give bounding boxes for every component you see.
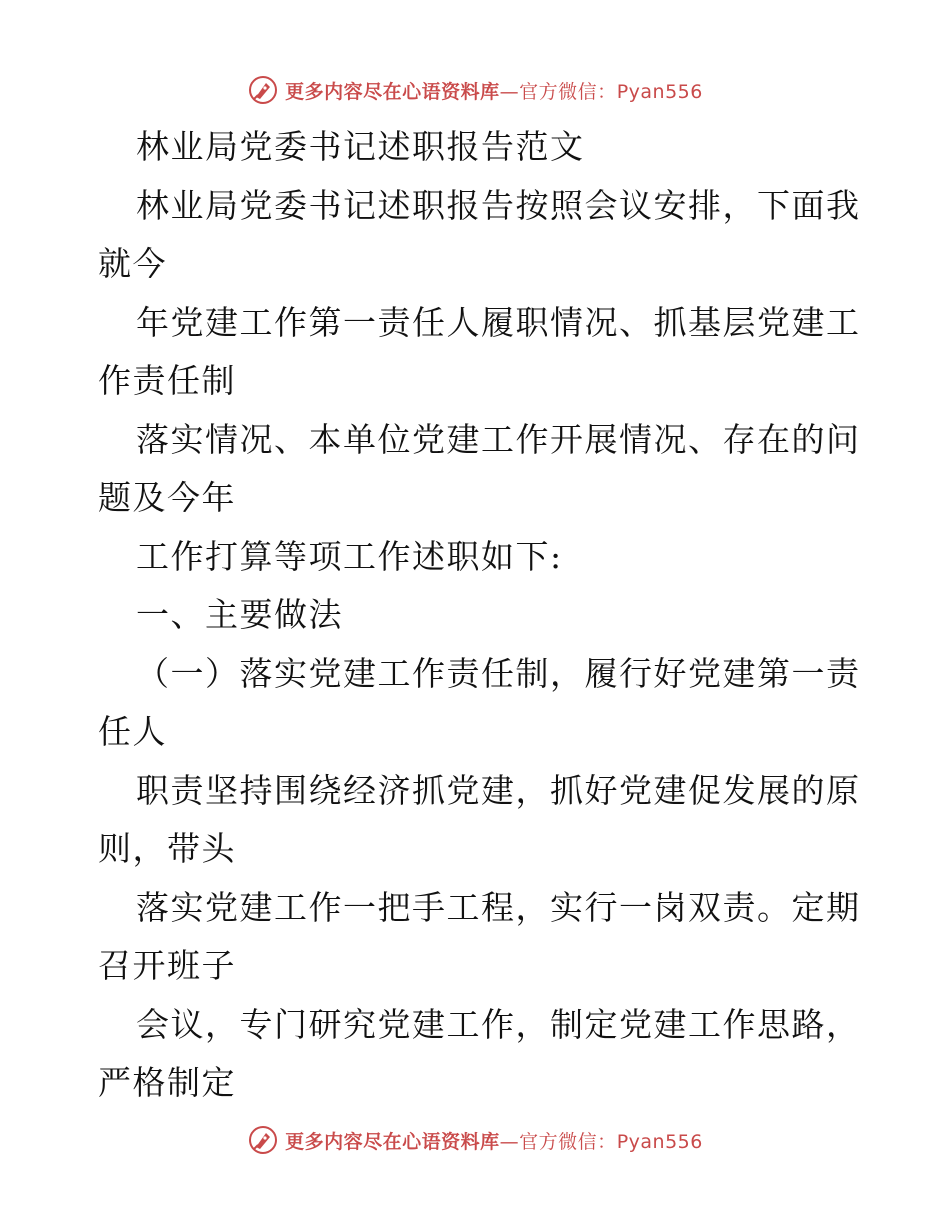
text-line: 题及今年 <box>98 478 236 517</box>
text-line: 会议，专门研究党建工作，制定党建工作思路， <box>136 1004 861 1044</box>
watermark-wechat-id: Pyan556 <box>616 1130 703 1153</box>
text-line: 则，带头 <box>98 829 236 868</box>
pen-nib-logo-icon <box>247 74 279 106</box>
document-title: 林业局党委书记述职报告范文 <box>136 127 585 166</box>
watermark-text <box>285 77 703 104</box>
text-line: 召开班子 <box>98 946 236 985</box>
watermark-wechat-label: 官方微信： <box>519 80 617 103</box>
text-line: 严格制定 <box>98 1063 236 1102</box>
text-line: 落实情况、本单位党建工作开展情况、存在的问 <box>136 419 861 459</box>
watermark-wechat-id: Pyan556 <box>616 80 703 103</box>
text-line: 落实党建工作一把手工程，实行一岗双责。定期 <box>136 887 861 927</box>
section-heading: 一、主要做法 <box>136 595 343 634</box>
text-line: 工作打算等项工作述职如下: <box>136 536 563 576</box>
text-line: 年党建工作第一责任人履职情况、抓基层党建工 <box>136 302 861 342</box>
text-line: 任人 <box>98 712 167 751</box>
watermark-separator: — <box>499 80 520 103</box>
header-watermark <box>0 70 950 110</box>
footer-watermark <box>0 1120 950 1160</box>
text-line: 作责任制 <box>98 361 236 400</box>
document-body <box>98 118 861 1113</box>
text-line: 林业局党委书记述职报告按照会议安排，下面我 <box>136 185 861 225</box>
watermark-cn-text: 更多内容尽在心语资料库 <box>285 1130 500 1153</box>
pen-nib-logo-icon <box>247 1124 279 1156</box>
watermark-wechat-label: 官方微信： <box>519 1130 617 1153</box>
text-line: 职责坚持围绕经济抓党建，抓好党建促发展的原 <box>136 770 861 810</box>
watermark-separator: — <box>499 1130 520 1153</box>
subsection-heading: （一）落实党建工作责任制，履行好党建第一责 <box>136 653 861 693</box>
watermark-cn-text: 更多内容尽在心语资料库 <box>285 80 500 103</box>
text-line: 就今 <box>98 244 167 283</box>
watermark-text <box>285 1127 703 1154</box>
